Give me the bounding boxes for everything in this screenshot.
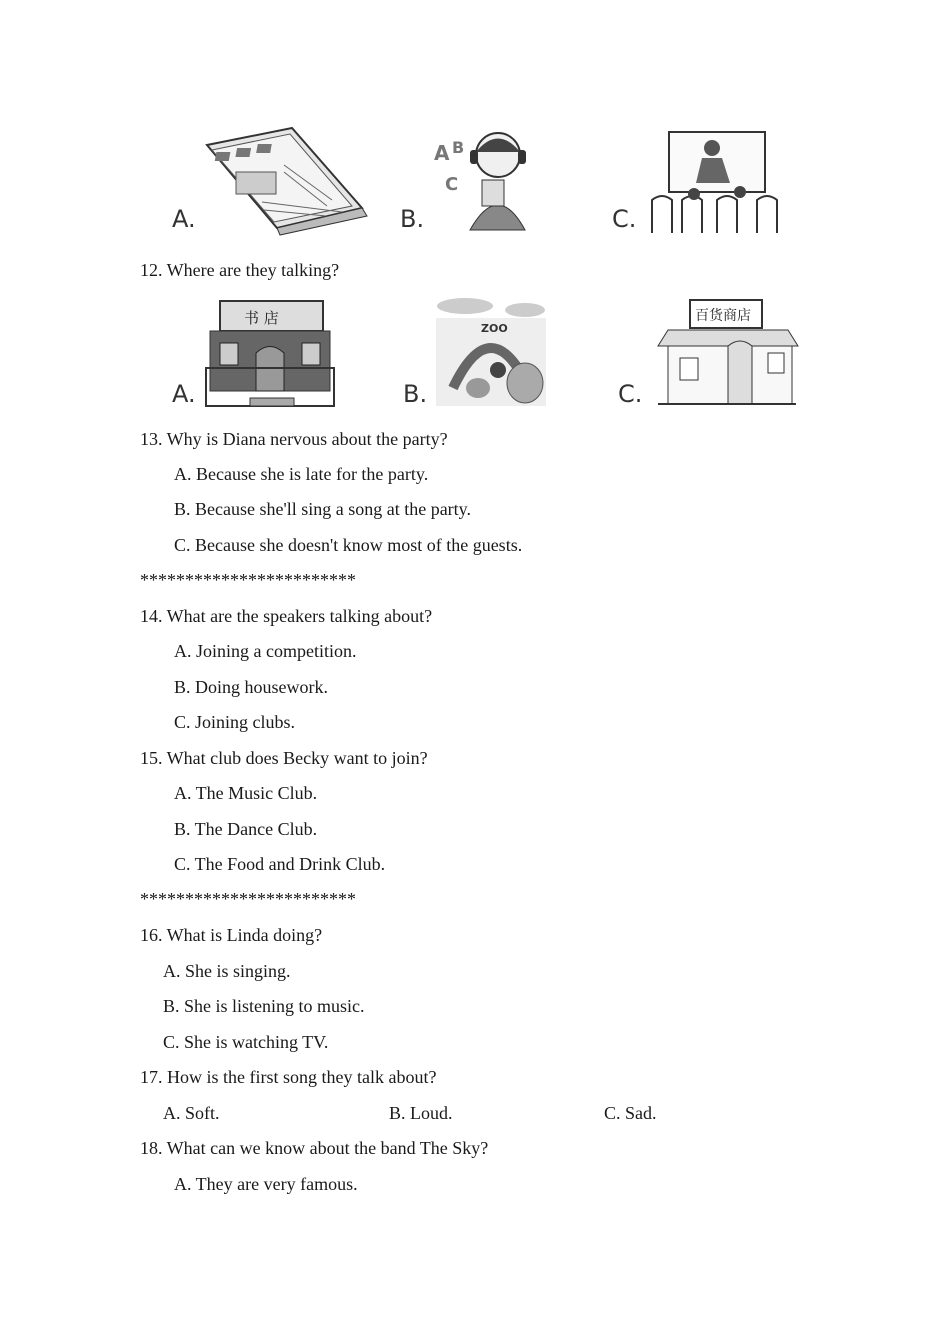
girl-listening-headphones-icon — [400, 120, 530, 238]
q17-option-b[interactable]: B. Loud. — [389, 1103, 453, 1123]
q16-option-b[interactable]: B. She is listening to music. — [163, 996, 365, 1016]
picture-option-b-listening[interactable] — [400, 120, 530, 238]
question-15: 15. What club does Becky want to join? — [140, 748, 428, 768]
question-12: 12. Where are they talking? — [140, 260, 340, 280]
zoo-gate-icon — [403, 298, 548, 410]
cinema-screen-icon — [612, 128, 797, 238]
picture-option-b-zoo[interactable] — [403, 298, 548, 410]
picture-label-a: A. — [172, 205, 196, 233]
q16-option-a[interactable]: A. She is singing. — [163, 961, 291, 981]
q17-option-c[interactable]: C. Sad. — [604, 1103, 657, 1123]
q17-option-a[interactable]: A. Soft. — [163, 1103, 220, 1123]
picture-label-c: C. — [612, 205, 637, 233]
q15-option-a[interactable]: A. The Music Club. — [174, 783, 318, 803]
q18-option-a[interactable]: A. They are very famous. — [174, 1174, 358, 1194]
q14-option-a[interactable]: A. Joining a competition. — [174, 641, 357, 661]
q13-option-b[interactable]: B. Because she'll sing a song at the party. — [174, 499, 472, 519]
zoo-sign: ZOO — [481, 322, 508, 335]
newspaper-icon — [172, 120, 372, 238]
svg-text:A: A — [434, 141, 450, 165]
q14-option-c[interactable]: C. Joining clubs. — [174, 712, 296, 732]
picture-option-a-newspaper[interactable] — [172, 120, 372, 238]
svg-text:C: C — [445, 174, 459, 195]
picture-option-c-department-store[interactable] — [618, 298, 800, 410]
svg-text:B: B — [452, 138, 465, 157]
bookstore-sign: 书 店 — [244, 309, 279, 327]
picture-label-b: B. — [400, 205, 425, 233]
picture-option-a-bookstore[interactable] — [172, 298, 337, 410]
question-13: 13. Why is Diana nervous about the party? — [140, 429, 448, 449]
picture-label-a2: A. — [172, 380, 196, 408]
q13-option-c[interactable]: C. Because she doesn't know most of the guests. — [174, 535, 523, 555]
q14-option-b[interactable]: B. Doing housework. — [174, 677, 328, 697]
q16-option-c[interactable]: C. She is watching TV. — [163, 1032, 329, 1052]
picture-option-c-cinema[interactable] — [612, 128, 797, 238]
section-separator: ************************ — [140, 570, 356, 590]
question-14: 14. What are the speakers talking about? — [140, 606, 433, 626]
q15-option-c[interactable]: C. The Food and Drink Club. — [174, 854, 386, 874]
picture-label-c2: C. — [618, 380, 643, 408]
section-separator-2: ************************ — [140, 889, 356, 909]
question-18: 18. What can we know about the band The Sky? — [140, 1138, 489, 1158]
picture-label-b2: B. — [403, 380, 428, 408]
q13-option-a[interactable]: A. Because she is late for the party. — [174, 464, 429, 484]
department-store-sign: 百货商店 — [695, 308, 751, 324]
question-17: 17. How is the first song they talk about? — [140, 1067, 437, 1087]
question-16: 16. What is Linda doing? — [140, 925, 323, 945]
q15-option-b[interactable]: B. The Dance Club. — [174, 819, 318, 839]
